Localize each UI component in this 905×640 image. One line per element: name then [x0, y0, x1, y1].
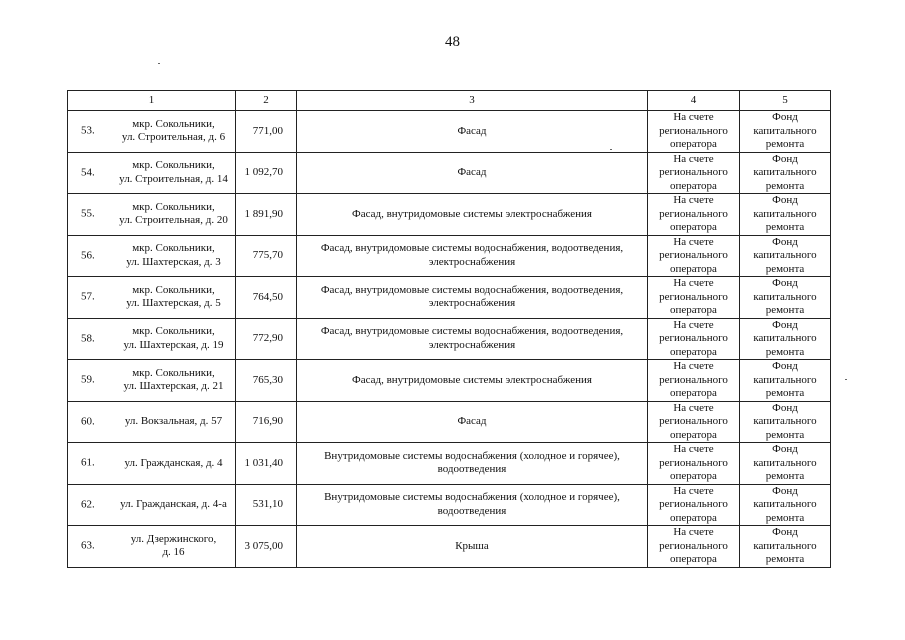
- address-cell: [68, 526, 236, 568]
- funding-source-cell: Фонд капитального ремонта: [740, 360, 831, 402]
- repair-schedule-table: [67, 90, 831, 568]
- account-cell: На счете регионального оператора: [648, 152, 740, 194]
- row-number: 62.: [81, 498, 95, 510]
- table-row: [68, 484, 831, 526]
- table-row: [68, 194, 831, 236]
- funding-source-cell: Фонд капитального ремонта: [740, 277, 831, 319]
- address-text: мкр. Сокольники, ул. Шахтерская, д. 3: [126, 242, 221, 268]
- account-cell: На счете регионального оператора: [648, 235, 740, 277]
- table-row: [68, 526, 831, 568]
- row-number: 55.: [81, 207, 95, 220]
- account-cell: На счете регионального оператора: [648, 526, 740, 568]
- table-header-row: [68, 91, 831, 111]
- works-cell: Фасад, внутридомовые системы электроснабжения: [297, 360, 648, 402]
- table-row: [68, 401, 831, 443]
- works-cell: Крыша: [297, 526, 648, 568]
- account-cell: На счете регионального оператора: [648, 443, 740, 485]
- row-number: 61.: [81, 456, 95, 469]
- address-text: мкр. Сокольники, ул. Шахтерская, д. 19: [123, 325, 224, 351]
- table-row: [68, 360, 831, 402]
- row-number: 57.: [81, 290, 95, 303]
- works-cell: Фасад: [297, 111, 648, 153]
- funding-source-cell: Фонд капитального ремонта: [740, 318, 831, 360]
- row-number: 56.: [81, 249, 95, 261]
- page-number: 48: [445, 34, 460, 50]
- address-text: ул. Гражданская, д. 4: [124, 456, 223, 469]
- works-cell: Фасад, внутридомовые системы водоснабжения, водоотведения, электроснабжения: [297, 318, 648, 360]
- row-number: 59.: [81, 373, 95, 386]
- funding-source-cell: Фонд капитального ремонта: [740, 235, 831, 277]
- area-cell: 771,00: [236, 111, 297, 153]
- funding-source-cell: Фонд капитального ремонта: [740, 194, 831, 236]
- row-number: 60.: [81, 415, 95, 427]
- address-text: ул. Гражданская, д. 4-а: [120, 498, 227, 510]
- area-cell: 3 075,00: [236, 526, 297, 568]
- works-cell: Фасад, внутридомовые системы водоснабжения, водоотведения, электроснабжения: [297, 277, 648, 319]
- account-cell: На счете регионального оператора: [648, 484, 740, 526]
- funding-source-cell: Фонд капитального ремонта: [740, 526, 831, 568]
- area-cell: 1 031,40: [236, 443, 297, 485]
- account-cell: На счете регионального оператора: [648, 401, 740, 443]
- table-row: [68, 277, 831, 319]
- row-number: 53.: [81, 124, 95, 137]
- account-cell: На счете регионального оператора: [648, 111, 740, 153]
- area-cell: 1 891,90: [236, 194, 297, 236]
- address-cell: [68, 152, 236, 194]
- address-text: мкр. Сокольники, ул. Шахтерская, д. 21: [123, 366, 224, 393]
- works-cell: Внутридомовые системы водоснабжения (холодное и горячее), водоотведения: [297, 484, 648, 526]
- works-cell: Фасад, внутридомовые системы электроснабжения: [297, 194, 648, 236]
- area-cell: 531,10: [236, 484, 297, 526]
- row-number: 54.: [81, 166, 95, 178]
- area-cell: 765,30: [236, 360, 297, 402]
- account-cell: На счете регионального оператора: [648, 277, 740, 319]
- row-number: 63.: [81, 539, 95, 552]
- scan-speck: [845, 379, 847, 380]
- address-cell: [68, 111, 236, 153]
- table-row: [68, 111, 831, 153]
- funding-source-cell: Фонд капитального ремонта: [740, 443, 831, 485]
- account-cell: На счете регионального оператора: [648, 318, 740, 360]
- address-text: мкр. Сокольники, ул. Шахтерская, д. 5: [126, 283, 221, 310]
- works-cell: Внутридомовые системы водоснабжения (холодное и горячее), водоотведения: [297, 443, 648, 485]
- address-text: мкр. Сокольники, ул. Строительная, д. 6: [121, 117, 226, 144]
- funding-source-cell: Фонд капитального ремонта: [740, 111, 831, 153]
- row-number: 58.: [81, 332, 95, 344]
- area-cell: 772,90: [236, 318, 297, 360]
- area-cell: 716,90: [236, 401, 297, 443]
- works-cell: Фасад, внутридомовые системы водоснабжения, водоотведения, электроснабжения: [297, 235, 648, 277]
- funding-source-cell: Фонд капитального ремонта: [740, 152, 831, 194]
- area-cell: 775,70: [236, 235, 297, 277]
- address-text: мкр. Сокольники, ул. Строительная, д. 14: [119, 159, 228, 185]
- address-cell: [68, 318, 236, 360]
- address-cell: [68, 443, 236, 485]
- column-header: 5: [740, 91, 831, 111]
- area-cell: 1 092,70: [236, 152, 297, 194]
- account-cell: На счете регионального оператора: [648, 194, 740, 236]
- address-cell: [68, 235, 236, 277]
- works-cell: Фасад: [297, 401, 648, 443]
- funding-source-cell: Фонд капитального ремонта: [740, 401, 831, 443]
- works-cell: Фасад: [297, 152, 648, 194]
- funding-source-cell: Фонд капитального ремонта: [740, 484, 831, 526]
- column-header: 4: [648, 91, 740, 111]
- address-text: ул. Дзержинского, д. 16: [130, 532, 217, 559]
- area-cell: 764,50: [236, 277, 297, 319]
- table-row: [68, 152, 831, 194]
- address-cell: [68, 194, 236, 236]
- table-body: [68, 111, 831, 568]
- column-header: 2: [236, 91, 297, 111]
- column-header: 1: [68, 91, 236, 111]
- table-row: [68, 318, 831, 360]
- address-cell: [68, 401, 236, 443]
- account-cell: На счете регионального оператора: [648, 360, 740, 402]
- address-text: ул. Вокзальная, д. 57: [124, 415, 223, 427]
- table-row: [68, 235, 831, 277]
- address-text: мкр. Сокольники, ул. Строительная, д. 20: [119, 200, 228, 227]
- scan-speck: [158, 63, 160, 64]
- address-cell: [68, 484, 236, 526]
- address-cell: [68, 360, 236, 402]
- table-row: [68, 443, 831, 485]
- column-header: 3: [297, 91, 648, 111]
- address-cell: [68, 277, 236, 319]
